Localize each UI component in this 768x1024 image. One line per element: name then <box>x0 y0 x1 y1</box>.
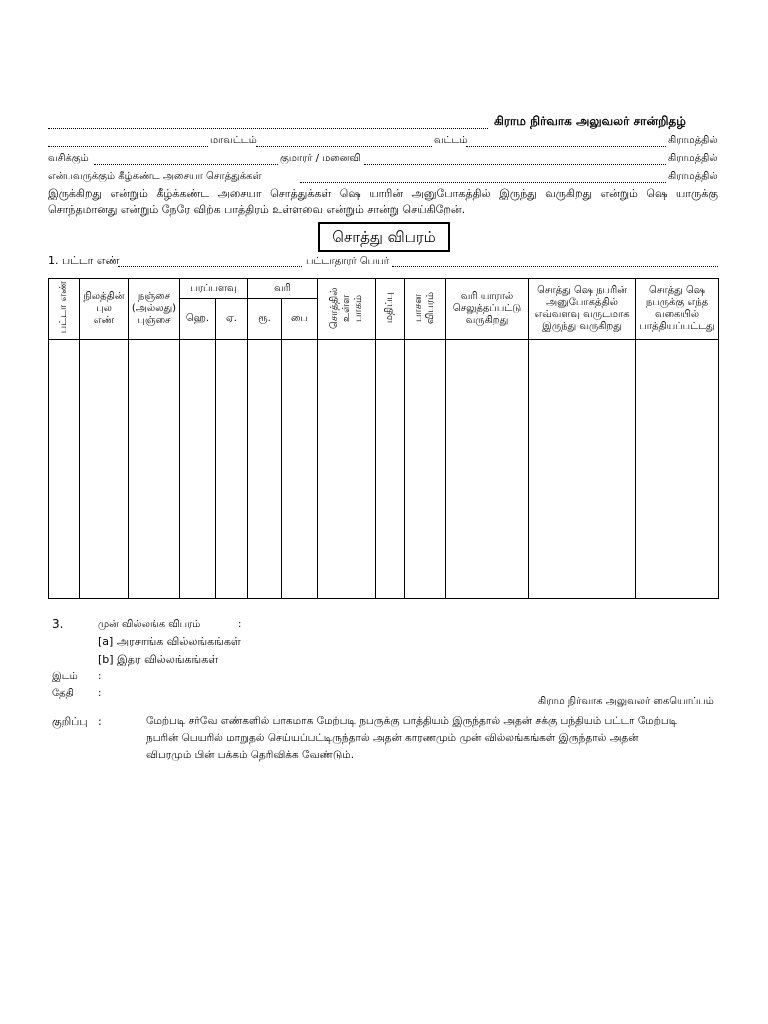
header-area-hectare: ஹெ. <box>180 299 216 340</box>
patta-number-label: 1. பட்டா எண் <box>48 254 120 267</box>
fill-line <box>466 146 666 147</box>
note-label: குறிப்பு <box>52 715 88 728</box>
certificate-paragraph: இருக்கிறது என்றும் கீழ்க்கண்ட அசையா சொத்துக்கள் ஷெ யாரின் அனுபோகத்தில் இருந்து வருகிறது என்றும் ஷெ யாருக்கு சொந்தமானது என்றும் நேரே விற்க பாத்திரம் உள்ளவை என்றும் சான்று செய்கிறேன். <box>48 187 718 216</box>
cell-entitlement[interactable] <box>636 340 719 599</box>
header-possession: சொத்து ஷெ நபரின் அனுபோகத்தில் எவ்வளவு வருடமாக இருந்து வருகிறது <box>529 279 636 340</box>
cell-tax-paise[interactable] <box>282 340 318 599</box>
village-label: கிராமத்தில் <box>668 171 718 182</box>
colon: : <box>98 688 102 699</box>
fill-line <box>392 266 718 267</box>
resident-label: வசிக்கும் <box>48 153 89 164</box>
relation-label: குமாரர் / மனைவி <box>280 153 361 164</box>
cell-irrigation[interactable] <box>405 340 446 599</box>
cell-tax-payer[interactable] <box>446 340 529 599</box>
cell-land-type[interactable] <box>129 340 180 599</box>
section-title: சொத்து விபரம் <box>318 222 450 252</box>
cell-possession[interactable] <box>529 340 636 599</box>
header-area-are: ஏ. <box>216 299 248 340</box>
date-label: தேதி <box>52 688 74 699</box>
header-tax-rupee: ரூ. <box>248 299 282 340</box>
colon: : <box>98 671 102 682</box>
cell-share[interactable] <box>318 340 376 599</box>
section-number: 3. <box>52 617 64 631</box>
fill-line <box>256 146 432 147</box>
colon: : <box>98 715 102 728</box>
fill-line <box>364 164 666 165</box>
header-tax: வரி <box>248 279 318 299</box>
fill-line <box>300 182 666 183</box>
taluk-label: வட்டம் <box>434 135 468 146</box>
encumbrance-label: முன் வில்லங்க விபரம் <box>98 619 201 630</box>
cell-survey-number[interactable] <box>80 340 129 599</box>
header-area: பரப்பளவு <box>180 279 248 299</box>
header-survey-number: நிலத்தின் புல எண் <box>80 279 129 340</box>
header-tax-paise: பை <box>282 299 318 340</box>
cell-tax-rupee[interactable] <box>248 340 282 599</box>
cell-patta-number[interactable] <box>49 340 80 599</box>
certificate-title: கிராம நிர்வாக அலுவலர் சான்றிதழ் <box>494 114 686 128</box>
fill-line <box>94 164 278 165</box>
fill-line <box>118 266 302 267</box>
header-irrigation: பாசன விபரம் <box>405 279 446 340</box>
header-value: மதிப்பு <box>376 279 405 340</box>
cell-area-are[interactable] <box>216 340 248 599</box>
fill-line <box>48 146 208 147</box>
header-patta-number: பட்டா எண் <box>49 279 80 340</box>
patta-holder-label: பட்டாதாரர் பெயர் <box>306 256 389 267</box>
header-share: சொத்தில் உள்ள பாகம் <box>318 279 376 340</box>
header-land-type: நஞ்சை (அல்லது) புஞ்சை <box>129 279 180 340</box>
cell-value[interactable] <box>376 340 405 599</box>
name-fill-line <box>48 128 488 129</box>
header-entitlement: சொத்து ஷெ நபருக்கு எந்த வகையில் பாத்தியப்பட்டது <box>636 279 719 340</box>
property-table <box>48 278 719 599</box>
other-encumbrance: [b] இதர வில்லங்கங்கள் <box>98 653 219 666</box>
colon: : <box>238 619 242 630</box>
note-text: மேற்படி சர்வே எண்களில் பாகமாக மேற்படி நபருக்கு பாத்தியம் இருந்தால் அதன் சக்கு பந்தியம் பட்டா மேற்படி நபரின் பெயரில் மாறுதல் செய்யப்பட்டிருந்தால் அதன் காரணமும் முன் வில்லங்கங்கள் இருந்தால் அதன் விபரமும் பின் பக்கம் தெரிவிக்க வேண்டும். <box>146 715 678 761</box>
cell-area-hectare[interactable] <box>180 340 216 599</box>
table-row <box>49 340 719 599</box>
district-label: மாவட்டம் <box>210 135 257 146</box>
place-label: இடம் <box>52 671 78 682</box>
village-label: கிராமத்தில் <box>668 153 718 164</box>
header-tax-payer: வரி யாரால் செலுத்தப்பட்டு வருகிறது <box>446 279 529 340</box>
government-encumbrance: [a] அரசாங்க வில்லங்கங்கள் <box>98 635 241 648</box>
officer-signature-label: கிராம நிர்வாக அலுவலர் கையொப்பம் <box>538 696 714 707</box>
village-label: கிராமத்தில் <box>668 135 718 146</box>
property-intro-label: என்பவருக்கும் கீழ்கண்ட அசையா சொத்துக்கள் <box>48 171 262 182</box>
